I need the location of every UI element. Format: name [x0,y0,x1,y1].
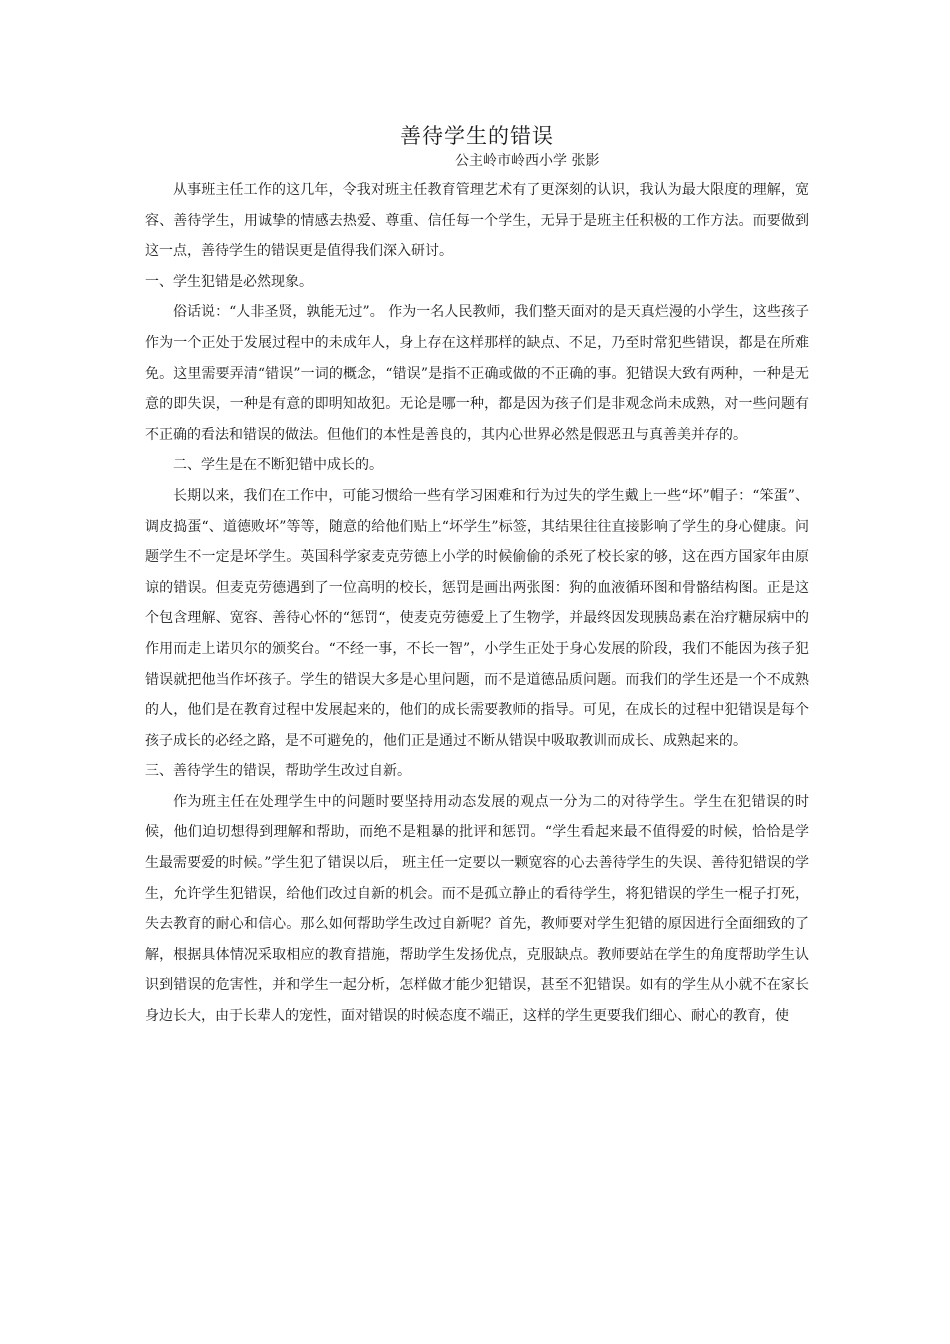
section-heading-2: 二、学生是在不断犯错中成长的。 [173,457,383,474]
paragraph-intro: 从事班主任工作的这几年，令我对班主任教育管理艺术有了更深刻的认识，我认为最大限度的理解，宽容、善待学生，用诚挚的情感去热爱、尊重、信任每一个学生，无异于是班主任积极的工作方法。而要做到这一点，善待学生的错误更是值得我们深入研讨。 [145,182,809,260]
paragraph-section-1: 俗话说：“人非圣贤，孰能无过”。 作为一名人民教师，我们整天面对的是天真烂漫的小学生，这些孩子作为一个正处于发展过程中的未成年人，身上存在这样那样的缺点、不足，乃至时常犯些错误，都是在所难免。这里需要弄清“错误”一词的概念，“错误”是指不正确或做的不正确的事。犯错误大致有两种，一种是无意的即失误，一种是有意的即明知故犯。无论是哪一种，都是因为孩子们是非观念尚未成熟，对一些问题有不正确的看法和错误的做法。但他们的本性是善良的，其内心世界必然是假恶丑与真善美并存的。 [145,304,809,443]
document-title: 善待学生的错误 [400,124,554,148]
document-author: 公主岭市岭西小学 张影 [455,153,600,169]
document-body [145,175,809,1032]
section-heading-1: 一、学生犯错是必然现象。 [145,273,313,290]
section-heading-3: 三、善待学生的错误，帮助学生改过自新。 [145,763,411,780]
paragraph-section-2: 长期以来，我们在工作中，可能习惯给一些有学习困难和行为过失的学生戴上一些“坏”帽子：“笨蛋”、调皮捣蛋“、道德败坏”等等，随意的给他们贴上“坏学生”标签，其结果往往直接影响了学生的身心健康。问题学生不一定是坏学生。英国科学家麦克劳德上小学的时候偷偷的杀死了校长家的够，这在西方国家年由原谅的错误。但麦克劳德遇到了一位高明的校长，惩罚是画出两张图：狗的血液循环图和骨骼结构图。正是这个包含理解、宽容、善待心怀的“惩罚“，使麦克劳德爱上了生物学，并最终因发现胰岛素在治疗糖尿病中的作用而走上诺贝尔的颁奖台。“不经一事，不长一智”，小学生正处于身心发展的阶段，我们不能因为孩子犯错误就把他当作坏孩子。学生的错误大多是心里问题，而不是道德品质问题。而我们的学生还是一个不成熟的人，他们是在教育过程中发展起来的，他们的成长需要教师的指导。可见，在成长的过程中犯错误是每个孩子成长的必经之路，是不可避免的，他们正是通过不断从错误中吸取教训而成长、成熟起来的。 [145,487,809,749]
paragraph-section-3: 作为班主任在处理学生中的问题时要坚持用动态发展的观点一分为二的对待学生。学生在犯错误的时候，他们迫切想得到理解和帮助，而绝不是粗暴的批评和惩罚。“学生看起来最不值得爱的时候，恰恰是学生最需要爱的时候。”学生犯了错误以后， 班主任一定要以一颗宽容的心去善待学生的失误、善待犯错误的学生，允许学生犯错误，给他们改过自新的机会。而不是孤立静止的看待学生，将犯错误的学生一棍子打死，失去教育的耐心和信心。那么如何帮助学生改过自新呢？首先，教师要对学生犯错的原因进行全面细致的了解，根据具体情况采取相应的教育措施，帮助学生发扬优点，克服缺点。教师要站在学生的角度帮助学生认识到错误的危害性，并和学生一起分析，怎样做才能少犯错误，甚至不犯错误。如有的学生从小就不在家长身边长大，由于长辈人的宠性，面对错误的时候态度不端正，这样的学生更要我们细心、耐心的教育，使 [145,793,809,1025]
